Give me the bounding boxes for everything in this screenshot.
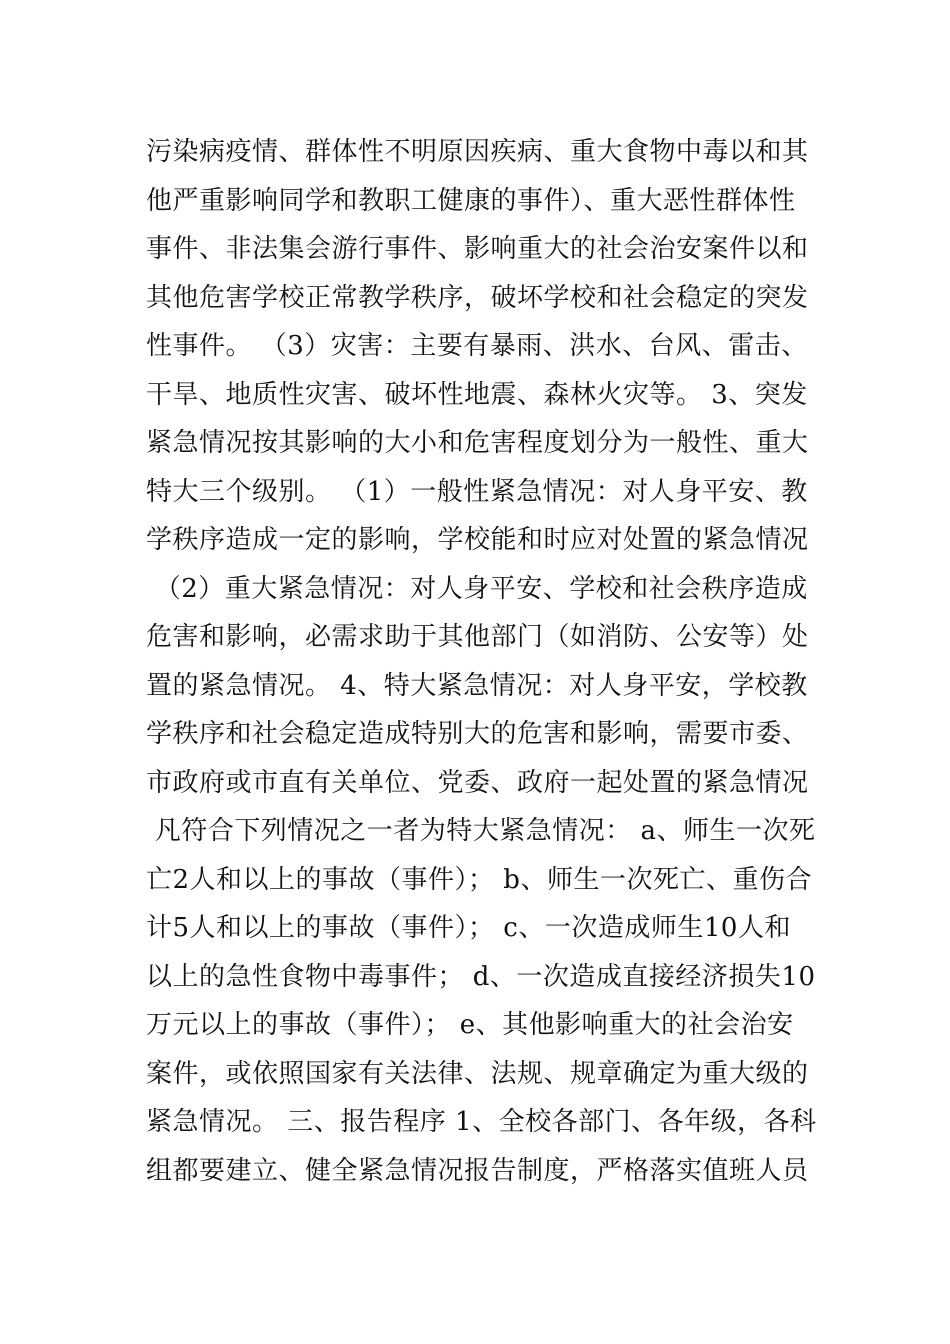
text-line: 性事件。 （3）灾害：主要有暴雨、洪水、台风、雷击、 [146,331,808,361]
text-line: 他严重影响同学和教职工健康的事件）、重大恶性群体性 [146,185,796,216]
text-line: 置的紧急情况。 4、特大紧急情况：对人身平安，学校教 [146,670,808,701]
text-line: 危害和影响，必需求助于其他部门（如消防、公安等）处 [146,622,809,652]
text-line: 万元以上的事故（事件）； e、其他影响重大的社会治安 [146,1010,794,1040]
text-line: 组都要建立、健全紧急情况报告制度，严格落实值班人员 [146,1155,809,1186]
text-line: 特大三个级别。 （1）一般性紧急情况：对人身平安、教 [146,476,808,507]
text-line: 污染病疫情、群体性不明原因疾病、重大食物中毒以和其 [146,137,809,167]
text-line: 紧急情况按其影响的大小和危害程度划分为一般性、重大 [146,428,809,458]
text-line: 以上的急性食物中毒事件； d、一次造成直接经济损失10 [146,961,816,992]
text-line: 亡2人和以上的事故（事件）； b、师生一次死亡、重伤合 [146,864,812,895]
text-line: 市政府或市直有关单位、党委、政府一起处置的紧急情况 [146,767,809,798]
text-line: 计5人和以上的事故（事件）； c、一次造成师生10人和 [146,913,791,943]
text-line: 干旱、地质性灾害、破坏性地震、森林火灾等。 3、突发 [146,379,808,410]
text-line: 其他危害学校正常教学秩序，破坏学校和社会稳定的突发 [146,282,809,313]
text-line: 凡符合下列情况之一者为特大紧急情况： a、师生一次死 [146,816,816,846]
text-line: 案件，或依照国家有关法律、法规、规章确定为重大级的 [146,1058,809,1089]
text-line: 学秩序造成一定的影响，学校能和时应对处置的紧急情况 [146,525,809,555]
text-line: 事件、非法集会游行事件、影响重大的社会治安案件以和 [146,234,809,264]
text-line: （2）重大紧急情况：对人身平安、学校和社会秩序造成 [146,573,808,604]
text-line: 紧急情况。 三、报告程序 1、全校各部门、各年级，各科 [146,1107,817,1137]
body-text [146,128,816,1195]
text-line: 学秩序和社会稳定造成特别大的危害和影响，需要市委、 [146,719,809,749]
